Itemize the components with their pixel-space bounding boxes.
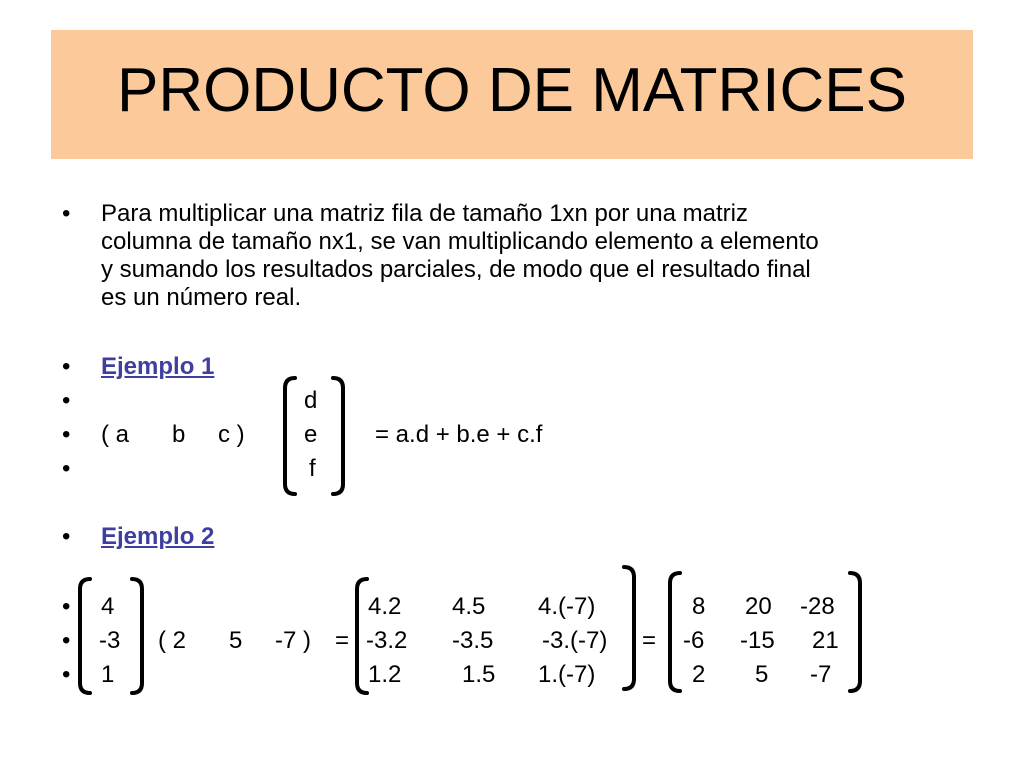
result-cell: 8: [692, 593, 706, 620]
example1-col-f: f: [309, 455, 316, 482]
bullet-intro: •: [62, 200, 71, 227]
result-cell: 21: [812, 627, 839, 654]
bullet-example1-row1: •: [62, 387, 71, 414]
example2-column-left-bracket: [78, 577, 92, 695]
example2-product-right-bracket: [622, 565, 636, 691]
example1-row-c: c ): [218, 421, 245, 448]
bullet-example2-row1: •: [62, 593, 71, 620]
product-cell: 1.5: [462, 661, 496, 688]
product-cell: 1.(-7): [538, 661, 596, 688]
example1-col-e: e: [304, 421, 318, 448]
slide-title: PRODUCTO DE MATRICES: [117, 56, 907, 125]
bullet-example1-row3: •: [62, 455, 71, 482]
intro-line: columna de tamaño nx1, se van multiplicando elemento a elemento: [101, 228, 819, 255]
bullet-example2-row3: •: [62, 661, 71, 688]
bullet-example1-row2: •: [62, 421, 71, 448]
example2-column-value: 4: [101, 593, 115, 620]
product-cell: 4.2: [368, 593, 402, 620]
example2-equals-sign: =: [335, 627, 350, 654]
example1-heading: Ejemplo 1: [101, 353, 215, 380]
bullet-example2-heading: •: [62, 523, 71, 550]
bullet-example1-heading: •: [62, 353, 71, 380]
result-cell: -7: [810, 661, 832, 688]
product-cell: 4.5: [452, 593, 486, 620]
example2-row-value: ( 2: [158, 627, 187, 654]
product-cell: -3.2: [366, 627, 408, 654]
product-cell: -3.(-7): [542, 627, 608, 654]
example2-column-value: 1: [101, 661, 115, 688]
example2-column-right-bracket: [130, 577, 144, 695]
example1-col-d: d: [304, 387, 318, 414]
result-cell: -28: [800, 593, 835, 620]
example2-row-value: 5: [229, 627, 243, 654]
example1-left-bracket: [283, 376, 297, 496]
example1-right-bracket: [331, 376, 345, 496]
example2-heading: Ejemplo 2: [101, 523, 215, 550]
product-cell: -3.5: [452, 627, 494, 654]
example2-result-left-bracket: [668, 571, 682, 693]
result-cell: 2: [692, 661, 706, 688]
example2-equals-sign-2: =: [642, 627, 657, 654]
result-cell: 5: [755, 661, 769, 688]
example1-row-a: ( a: [101, 421, 130, 448]
example2-result-right-bracket: [848, 571, 862, 693]
product-cell: 1.2: [368, 661, 402, 688]
intro-paragraph: [101, 200, 971, 312]
intro-line: y sumando los resultados parciales, de modo que el resultado final: [101, 256, 811, 283]
result-cell: -6: [683, 627, 705, 654]
intro-line: es un número real.: [101, 284, 302, 311]
example1-result: = a.d + b.e + c.f: [375, 421, 543, 448]
bullet-example2-row2: •: [62, 627, 71, 654]
example2-row-value: -7 ): [275, 627, 311, 654]
example1-row-b: b: [172, 421, 186, 448]
product-cell: 4.(-7): [538, 593, 596, 620]
result-cell: 20: [745, 593, 772, 620]
intro-line: Para multiplicar una matriz fila de tamaño 1xn por una matriz: [101, 200, 748, 227]
result-cell: -15: [740, 627, 775, 654]
example2-column-value: -3: [99, 627, 121, 654]
